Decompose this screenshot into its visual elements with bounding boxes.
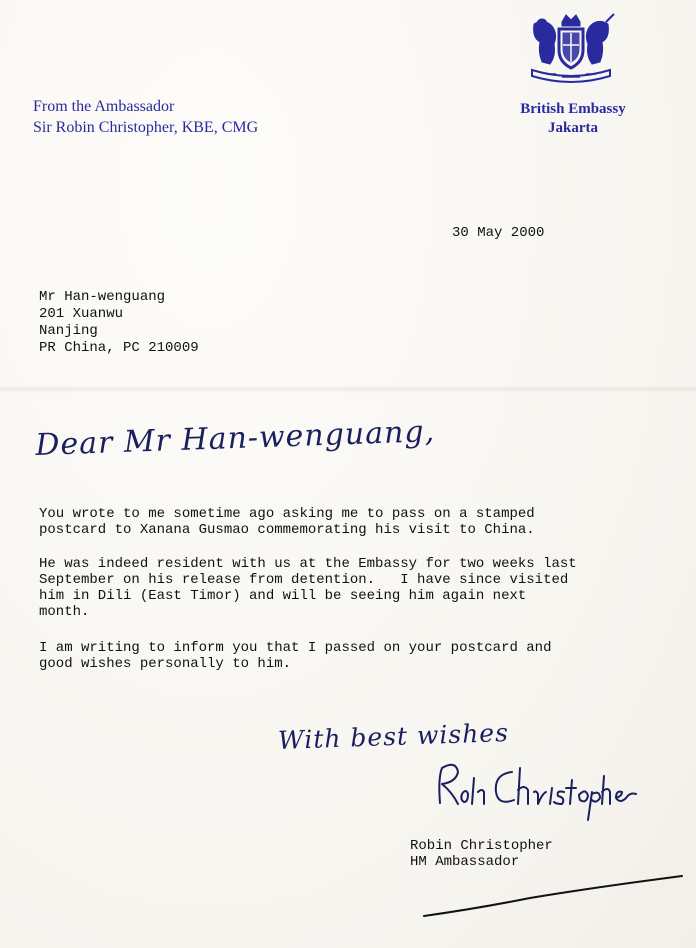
letterhead-embassy bbox=[498, 100, 648, 138]
body-line: month. bbox=[39, 604, 90, 620]
address-line-3: Nanjing bbox=[39, 323, 98, 339]
body-paragraph-3 bbox=[39, 640, 679, 672]
signoff-title: HM Ambassador bbox=[410, 854, 520, 870]
body-paragraph-2 bbox=[39, 556, 679, 620]
body-line: postcard to Xanana Gusmao commemorating his visit to China. bbox=[39, 522, 535, 538]
address-line-1: Mr Han-wenguang bbox=[39, 289, 166, 305]
handwritten-salutation: Dear Mr Han-wenguang, bbox=[34, 414, 436, 463]
body-paragraph-1 bbox=[39, 506, 679, 538]
body-line: good wishes personally to him. bbox=[39, 656, 292, 672]
recipient-address bbox=[39, 289, 199, 357]
handwritten-signature bbox=[428, 758, 638, 828]
embassy-city: Jakarta bbox=[548, 120, 598, 136]
body-line: I am writing to inform you that I passed on your postcard and bbox=[39, 640, 552, 656]
address-line-4: PR China, PC 210009 bbox=[39, 340, 199, 356]
handwritten-closing: With best wishes bbox=[277, 717, 510, 756]
from-line-2: Sir Robin Christopher, KBE, CMG bbox=[33, 119, 259, 136]
body-line: September on his release from detention. I have since visited bbox=[39, 572, 569, 588]
embassy-name: British Embassy bbox=[520, 101, 626, 117]
body-line: him in Dili (East Timor) and will be seeing him again next bbox=[39, 588, 527, 604]
royal-coat-of-arms-icon bbox=[522, 12, 620, 86]
signoff-block bbox=[410, 838, 553, 870]
body-line: He was indeed resident with us at the Embassy for two weeks last bbox=[39, 556, 577, 572]
body-line: You wrote to me sometime ago asking me to pass on a stamped bbox=[39, 506, 535, 522]
signoff-name: Robin Christopher bbox=[410, 838, 553, 854]
letter-date: 30 May 2000 bbox=[452, 225, 545, 241]
letterhead-from bbox=[33, 96, 258, 138]
from-line-1: From the Ambassador bbox=[33, 98, 175, 115]
pen-underline-stroke bbox=[420, 868, 685, 923]
address-line-2: 201 Xuanwu bbox=[39, 306, 124, 322]
